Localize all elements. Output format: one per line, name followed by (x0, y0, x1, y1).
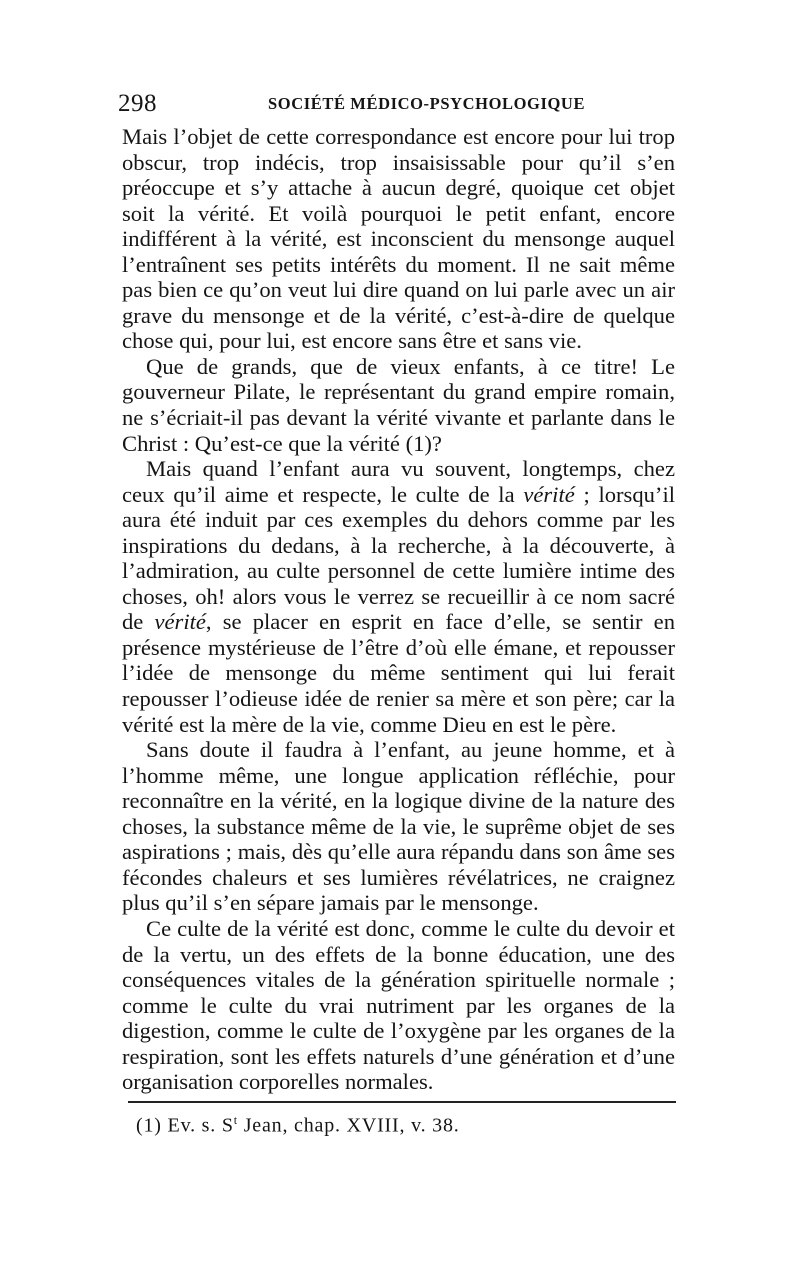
paragraph-1 (122, 124, 675, 354)
italic-word: vérité (523, 481, 575, 507)
paragraph-text: ; lorsqu’il aura été induit par ces exemples du dehors comme par les inspirations du dedans, à la recherche, à la découverte, à l’admiration, au culte personnel de cette lumière intime des choses, oh! alors vous le verrez se recueillir à ce nom sacré de (122, 481, 676, 635)
paragraph-5 (122, 916, 675, 1095)
paragraph-3 (122, 456, 675, 737)
running-head (118, 90, 675, 120)
body-text (122, 124, 675, 1095)
paragraph-4 (122, 737, 675, 916)
paragraph-2 (122, 354, 675, 456)
footnote (136, 1113, 460, 1138)
footnote-marker: (1) (136, 1114, 162, 1137)
page-number: 298 (118, 90, 157, 117)
footnote-text-end: Jean, chap. XVIII, v. 38. (237, 1114, 460, 1137)
paragraph-text: Sans doute il faudra à l’enfant, au jeune homme, et à l’homme même, une longue application réfléchie, pour reconnaître en la vérité, en la logique divine de la nature des choses, la substance même de la vie, le suprême objet de ses aspirations ; mais, dès qu’elle aura répandu dans son âme ses fécondes chaleurs et ses lumières révélatrices, ne craignez plus qu’il s’en sépare jamais par le mensonge. (122, 737, 675, 916)
footnote-superscript: t (233, 1113, 238, 1127)
footnote-text: Ev. s. S (167, 1114, 234, 1137)
running-title: SOCIÉTÉ MÉDICO-PSYCHOLOGIQUE (268, 94, 586, 113)
paragraph-text: Ce culte de la vérité est donc, comme le culte du devoir et de la vertu, un des effets de la bonne éducation, une des conséquences vitales de la génération spirituelle normale ; comme le culte du vrai nutriment par les organes de la digestion, comme le culte de l’oxygène par les organes de la respiration, sont les effets naturels d’une génération et d’une organisation corporelles normales. (122, 915, 675, 1095)
paragraph-text: Que de grands, que de vieux enfants, à ce titre! Le gouverneur Pilate, le représentant du grand empire romain, ne s’écriait-il pas devant la vérité vivante et parlante dans le Christ : Qu’est-ce que la vérité (1)? (122, 353, 675, 456)
paragraph-text: , se placer en esprit en face d’elle, se sentir en présence mystérieuse de l’être d’où elle émane, et repousser l’idée de mensonge du même sentiment qui lui ferait repousser l’odieuse idée de renier sa mère et son père; car la vérité est la mère de la vie, comme Dieu en est le père. (122, 609, 675, 737)
footnote-rule (128, 1101, 676, 1103)
paragraph-text: Mais l’objet de cette correspondance est encore pour lui trop obscur, trop indécis, trop insaisissable pour qu’il s’en préoccupe et s’y attache à aucun degré, quoique cet objet soit la vérité. Et voilà pourquoi le petit enfant, encore indifférent à la vérité, est inconscient du mensonge auquel l’entraînent ses petits intérêts du moment. Il ne sait même pas bien ce qu’on veut lui dire quand on lui parle avec un air grave du mensonge et de la vérité, c’est-à-dire de quelque chose qui, pour lui, est encore sans être et sans vie. (122, 124, 675, 354)
italic-word: vérité (154, 609, 206, 635)
paragraph-text: Mais quand l’enfant aura vu souvent, longtemps, chez ceux qu’il aime et respecte, le culte de la (122, 456, 675, 507)
